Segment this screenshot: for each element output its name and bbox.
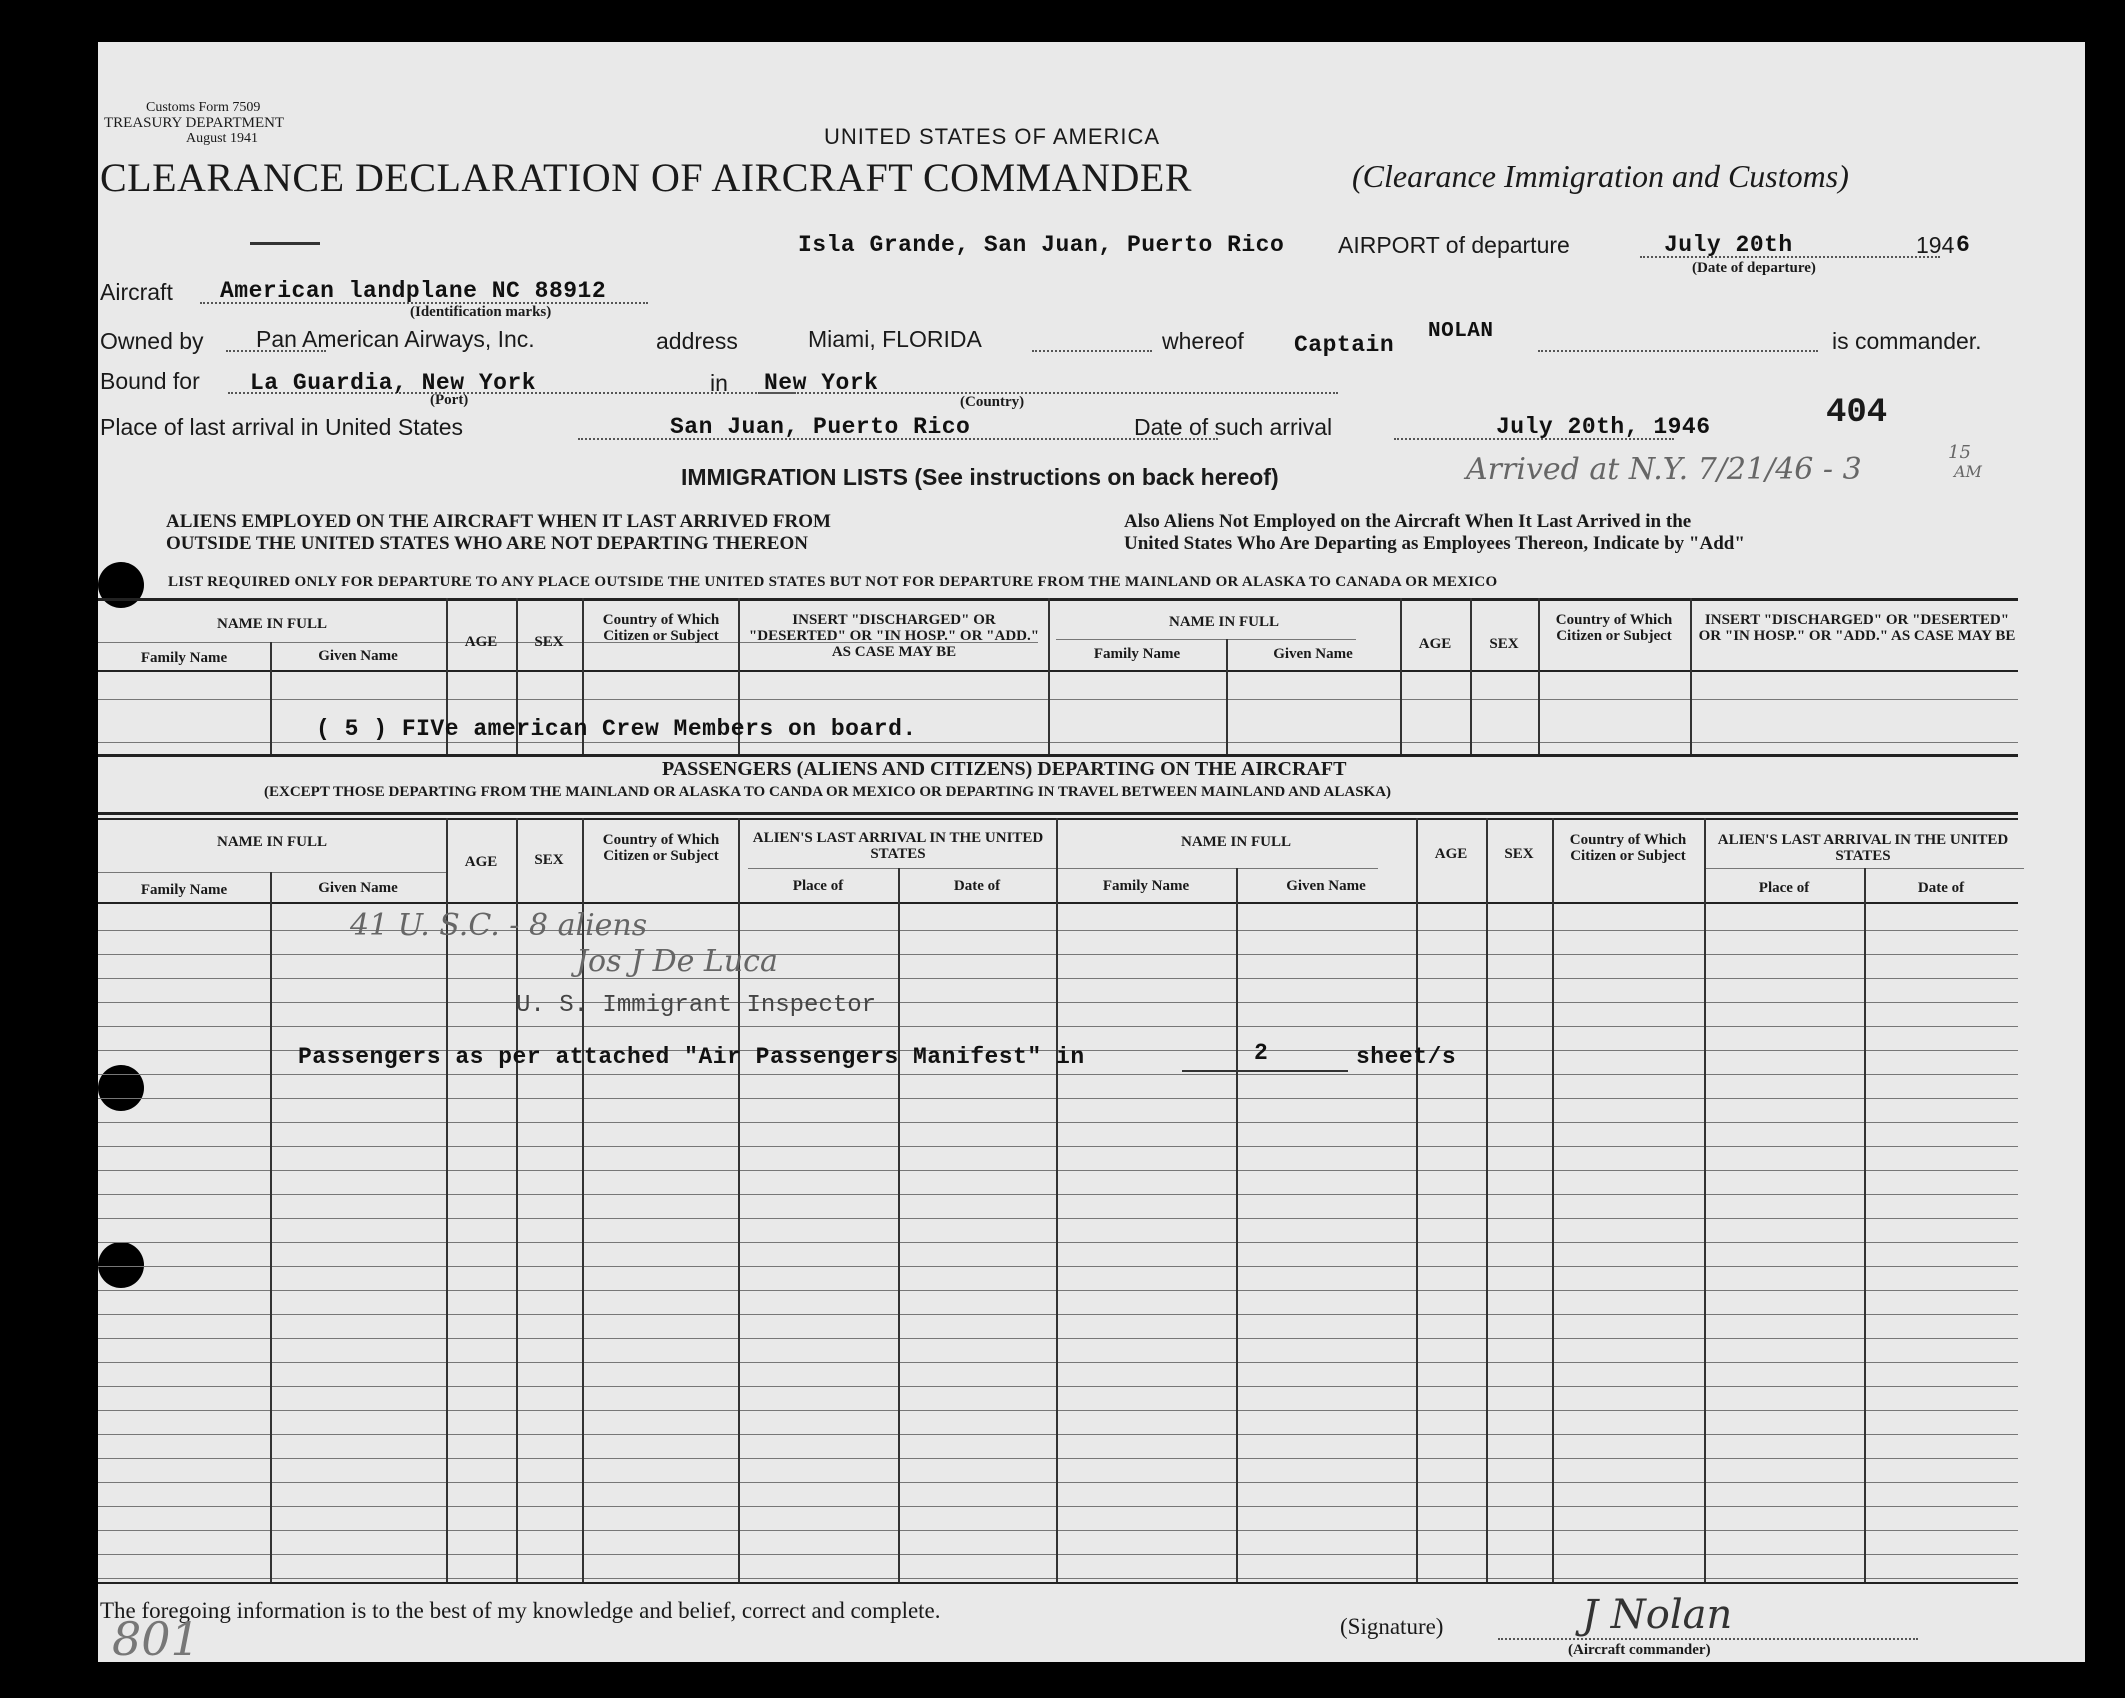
manifest-line-prefix: Passengers as per attached "Air Passengers Manifest" in (298, 1044, 1085, 1070)
manifest-sheet-count: 2 (1254, 1040, 1269, 1066)
punch-hole (98, 562, 144, 608)
inspector-signature: Jos J De Luca (576, 944, 778, 979)
manifest-line-suffix: sheet/s (1356, 1044, 1457, 1070)
punch-hole (98, 1242, 144, 1288)
crew-insert-header: INSERT "DISCHARGED" OR "DESERTED" OR "IN HOSP." OR "ADD." AS CASE MAY BE (748, 612, 1040, 660)
bound-country-value: New York (764, 370, 879, 396)
list-required-note: LIST REQUIRED ONLY FOR DEPARTURE TO ANY PLACE OUTSIDE THE UNITED STATES BUT NOT FOR DEPARTURE FROM THE MAINLAND OR ALASKA TO CANADA OR MEXICO (168, 574, 1498, 590)
commander-title: Captain (1294, 332, 1395, 358)
last-arrival-label: Place of last arrival in United States (100, 414, 464, 440)
pax-given-header-right: Given Name (1286, 878, 1366, 894)
punch-hole (98, 1065, 144, 1111)
whereof-label: whereof (1162, 328, 1244, 354)
aircraft-label: Aircraft (100, 279, 173, 305)
page-subtitle: (Clearance Immigration and Customs) (1352, 158, 1849, 194)
departure-date-value: July 20th (1664, 232, 1793, 258)
table-row-rule (98, 1122, 2018, 1123)
pax-alien-last-header-right: ALIEN'S LAST ARRIVAL IN THE UNITED STATES (1717, 832, 2009, 864)
arrived-note-minutes: 15 (1948, 442, 1971, 463)
bound-country-caption: (Country) (960, 394, 1025, 410)
last-arrival-place: San Juan, Puerto Rico (670, 414, 971, 440)
departure-date-caption: (Date of departure) (1692, 260, 1816, 276)
table-row-rule (98, 1266, 2018, 1267)
pax-country-header: Country of Which Citizen or Subject (602, 832, 720, 864)
aircraft-value: American landplane NC 88912 (220, 278, 607, 304)
crew-family-header: Family Name (140, 650, 228, 666)
pax-age-header: AGE (464, 854, 498, 870)
table-row-rule (98, 1578, 2018, 1579)
crew-given-header-right: Given Name (1273, 646, 1353, 662)
crew-family-header-right: Family Name (1093, 646, 1181, 662)
commander-signature: J Nolan (1582, 1592, 1733, 1638)
aliens-departing-line2: United States Who Are Departing as Employees Thereon, Indicate by "Add" (1124, 533, 1745, 554)
departure-airport-value: Isla Grande, San Juan, Puerto Rico (798, 232, 1285, 258)
owner-address-label: address (656, 328, 738, 354)
certification-text: The foregoing information is to the best of my knowledge and belief, correct and complete. (100, 1598, 941, 1623)
crew-sex-header: SEX (534, 634, 564, 650)
table-row-rule (98, 954, 2018, 955)
pax-family-header-right: Family Name (1102, 878, 1190, 894)
page-title: CLEARANCE DECLARATION OF AIRCRAFT COMMANDER (100, 155, 1192, 200)
crew-country-header: Country of Which Citizen or Subject (602, 612, 720, 644)
crew-name-header: NAME IN FULL (216, 616, 327, 632)
crew-given-header: Given Name (318, 648, 398, 664)
passengers-heading: PASSENGERS (ALIENS AND CITIZENS) DEPARTING ON THE AIRCRAFT (662, 758, 1347, 780)
table-row-rule (98, 1194, 2018, 1195)
table-row-rule (98, 1074, 2018, 1075)
crew-country-header-right: Country of Which Citizen or Subject (1555, 612, 1673, 644)
pax-sex-header: SEX (534, 852, 564, 868)
aliens-note: 41 U. S.C. - 8 aliens (350, 908, 648, 943)
arrived-note: Arrived at N.Y. 7/21/46 - 3 (1466, 452, 1862, 487)
signature-label: (Signature) (1340, 1614, 1444, 1639)
aliens-employed-line1: ALIENS EMPLOYED ON THE AIRCRAFT WHEN IT LAST ARRIVED FROM (166, 511, 831, 532)
form-id-line2: TREASURY DEPARTMENT (104, 115, 285, 131)
pax-date-header-right: Date of (1917, 880, 1965, 896)
inspector-title: U. S. Immigrant Inspector (516, 992, 877, 1019)
table-row-rule (98, 1098, 2018, 1099)
pax-place-header-right: Place of (1758, 880, 1810, 896)
table-row-rule (98, 1410, 2018, 1411)
signature-caption: (Aircraft commander) (1568, 1642, 1711, 1658)
decorative-mark (250, 242, 320, 245)
pax-place-header: Place of (792, 878, 844, 894)
departure-year-prefix: 194 (1916, 232, 1955, 258)
pax-country-header-right: Country of Which Citizen or Subject (1569, 832, 1687, 864)
table-row-rule (98, 1290, 2018, 1291)
aliens-employed-line2: OUTSIDE THE UNITED STATES WHO ARE NOT DEPARTING THEREON (166, 533, 808, 554)
pax-given-header: Given Name (318, 880, 398, 896)
arrived-note-am: AM (1954, 462, 1982, 481)
table-row-rule (98, 1314, 2018, 1315)
crew-entry: ( 5 ) FIVe american Crew Members on board. (316, 716, 917, 742)
departure-year-suffix: 6 (1956, 232, 1971, 258)
commander-suffix: is commander. (1832, 328, 1982, 354)
crew-sex-header-right: SEX (1489, 636, 1519, 652)
form-sheet (98, 42, 2085, 1662)
last-arrival-date-value: July 20th, 1946 (1496, 414, 1711, 440)
table-row-rule (98, 1242, 2018, 1243)
immigration-heading: IMMIGRATION LISTS (See instructions on back hereof) (681, 464, 1279, 490)
crew-insert-header-right: INSERT "DISCHARGED" OR "DESERTED" OR "IN HOSP." OR "ADD." AS CASE MAY BE (1698, 612, 2016, 644)
table-row-rule (98, 1530, 2018, 1531)
table-row-rule (98, 1170, 2018, 1171)
pax-family-header: Family Name (140, 882, 228, 898)
pax-name-header: NAME IN FULL (216, 834, 327, 850)
last-arrival-date-label: Date of such arrival (1134, 414, 1333, 440)
country-heading: UNITED STATES OF AMERICA (824, 124, 1161, 149)
table-row-rule (98, 1218, 2018, 1219)
table-row-rule (98, 1482, 2018, 1483)
pax-age-header-right: AGE (1434, 846, 1468, 862)
table-row-rule (98, 1386, 2018, 1387)
owner-value: Pan American Airways, Inc. (256, 326, 535, 352)
form-id-line3: August 1941 (186, 131, 258, 146)
crew-age-header: AGE (464, 634, 498, 650)
table-row-rule (98, 1002, 2018, 1003)
passengers-subheading: (EXCEPT THOSE DEPARTING FROM THE MAINLAND OR ALASKA TO CANDA OR MEXICO OR DEPARTING IN TRAVEL BETWEEN MAINLAND AND ALASKA) (264, 784, 1392, 800)
owner-label: Owned by (100, 328, 204, 354)
owner-address-value: Miami, FLORIDA (808, 326, 982, 352)
table-row-rule (98, 1146, 2018, 1147)
bound-in-label: in (710, 370, 728, 396)
file-number: 404 (1826, 394, 1888, 432)
pax-date-header: Date of (953, 878, 1001, 894)
aircraft-caption: (Identification marks) (410, 304, 552, 320)
aliens-departing-line1: Also Aliens Not Employed on the Aircraft When It Last Arrived in the (1124, 511, 1692, 532)
table-row-rule (98, 1362, 2018, 1363)
table-row-rule (98, 1026, 2018, 1027)
bound-port-caption: (Port) (430, 392, 469, 408)
crew-age-header-right: AGE (1418, 636, 1452, 652)
table-row-rule (98, 1458, 2018, 1459)
table-row-rule (98, 1506, 2018, 1507)
pax-sex-header-right: SEX (1504, 846, 1534, 862)
table-row-rule (98, 1434, 2018, 1435)
bound-port-value: La Guardia, New York (250, 370, 537, 396)
commander-name: NOLAN (1428, 320, 1494, 343)
bound-label: Bound for (100, 368, 200, 394)
margin-number: 801 (112, 1612, 200, 1662)
form-id-line1: Customs Form 7509 (146, 100, 261, 115)
table-row-rule (98, 1554, 2018, 1555)
table-row-rule (98, 1338, 2018, 1339)
departure-airport-label: AIRPORT of departure (1338, 232, 1570, 258)
pax-alien-last-header: ALIEN'S LAST ARRIVAL IN THE UNITED STATES (752, 830, 1044, 862)
pax-name-header-right: NAME IN FULL (1180, 834, 1291, 850)
table-row-rule (98, 978, 2018, 979)
crew-name-header-right: NAME IN FULL (1168, 614, 1279, 630)
